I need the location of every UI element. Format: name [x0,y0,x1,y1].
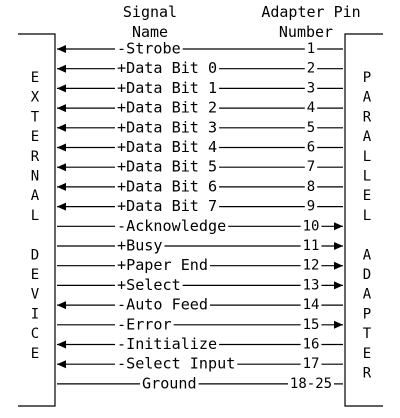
signal-name: +Paper End [117,256,208,275]
signal-row [57,99,343,117]
external-device-label-letter: I [30,306,40,323]
arrow-right-icon [334,262,343,270]
parallel-adapter-label-letter: L [362,148,372,165]
arrow-right-icon [334,321,343,329]
external-device-label-letter: E [30,70,40,86]
signal-row [57,296,343,314]
signal-name: +Data Bit 6 [117,177,218,196]
parallel-adapter-label-letter: A [362,129,372,146]
parallel-adapter-label-letter: A [362,89,372,106]
parallel-adapter-label-letter: R [362,109,372,126]
external-device-label-letter: V [30,286,40,303]
signal-name: -Auto Feed [117,295,208,314]
pin-number: 14 [302,297,320,314]
signal-row [57,138,343,156]
external-device-label-letter: L [30,207,40,224]
parallel-adapter-label-letter: E [362,188,372,205]
signal-name: -Select Input [117,354,236,373]
arrow-right-icon [334,222,343,230]
signal-name: +Data Bit 5 [117,157,218,176]
external-device-label-letter: T [30,109,40,126]
arrow-left-icon [57,341,66,349]
signal-row [57,177,343,195]
parallel-adapter-label-letter: L [362,207,372,224]
signal-name: +Data Bit 0 [117,59,218,78]
arrow-left-icon [57,84,66,92]
arrow-left-icon [57,104,66,112]
arrow-left-icon [57,203,66,211]
signal-row [57,158,343,176]
signal-row [57,315,343,333]
arrow-left-icon [57,360,66,368]
pin-number: 17 [302,356,320,373]
pin-number: 11 [302,238,320,254]
external-device-label-letter: X [30,89,40,106]
external-device-label-letter: A [30,188,40,205]
parallel-adapter-label-letter: R [362,365,372,382]
pin-number: 8 [306,178,316,195]
signal-name: +Data Bit 3 [117,118,218,137]
external-device-label-letter: E [30,267,40,283]
parallel-adapter-label-letter: A [362,286,372,303]
pin-number: 18-25 [289,375,333,392]
pin-number: 2 [306,60,316,77]
arrow-left-icon [57,124,66,132]
signal-row [57,276,343,294]
parallel-adapter-label-letter: E [362,345,372,362]
signal-row [57,79,343,97]
arrow-left-icon [57,163,66,171]
pin-number: 16 [302,336,320,353]
arrow-left-icon [57,65,66,73]
pin-header-line1: Adapter Pin [261,3,361,21]
signal-row [57,217,343,235]
signal-name: +Select [117,275,181,294]
signal-row [57,118,343,136]
external-device-label-letter: E [30,345,40,362]
external-device-label-letter: N [30,168,40,185]
pin-number: 12 [302,257,320,274]
parallel-adapter-label-letter: D [362,267,372,283]
pin-number: 13 [302,277,320,294]
signal-header-line1: Signal [122,3,178,21]
parallel-adapter-label-letter: P [362,70,372,86]
pin-number: 6 [306,139,316,156]
parallel-adapter-label-letter: L [362,168,372,185]
signal-row [57,256,343,274]
pin-number: 10 [302,218,320,235]
signal-row [57,335,343,353]
arrow-left-icon [57,183,66,191]
pin-number: 5 [306,119,316,136]
parallel-adapter-label-letter: T [362,326,372,343]
signal-name: +Data Bit 1 [117,78,218,97]
parallel-adapter-label-letter: A [362,247,372,264]
signal-name: -Initialize [117,335,218,353]
pin-header-line2: Number [278,23,334,41]
signal-row [57,374,343,392]
arrow-left-icon [57,301,66,309]
signal-name: +Data Bit 7 [117,197,218,216]
signal-row [57,59,343,77]
signal-row [57,197,343,215]
signal-header-line2: Name [131,23,169,41]
signal-row [57,237,343,255]
pin-number: 7 [306,159,316,176]
signal-name: Ground [142,374,197,393]
external-device-label-letter: C [30,326,40,343]
external-device-label-letter: E [30,129,40,146]
arrow-right-icon [334,242,343,250]
arrow-left-icon [57,144,66,152]
external-device-label-letter: D [30,247,40,264]
signal-row [57,355,343,373]
pin-number: 4 [306,100,316,117]
external-device-label-letter: R [30,148,40,165]
signal-name: -Acknowledge [117,216,227,235]
pin-number: 9 [306,198,316,215]
pin-number: 3 [306,80,316,97]
signal-name: +Data Bit 4 [117,138,218,156]
signal-name: +Busy [117,236,163,255]
parallel-adapter-label-letter: P [362,306,372,323]
arrow-left-icon [57,45,66,53]
arrow-right-icon [334,281,343,289]
signal-name: -Strobe [117,39,181,58]
signal-row [57,40,343,58]
signal-name: -Error [117,315,172,334]
pin-number: 1 [306,41,316,57]
pin-number: 15 [302,316,320,333]
signal-name: +Data Bit 2 [117,98,218,117]
